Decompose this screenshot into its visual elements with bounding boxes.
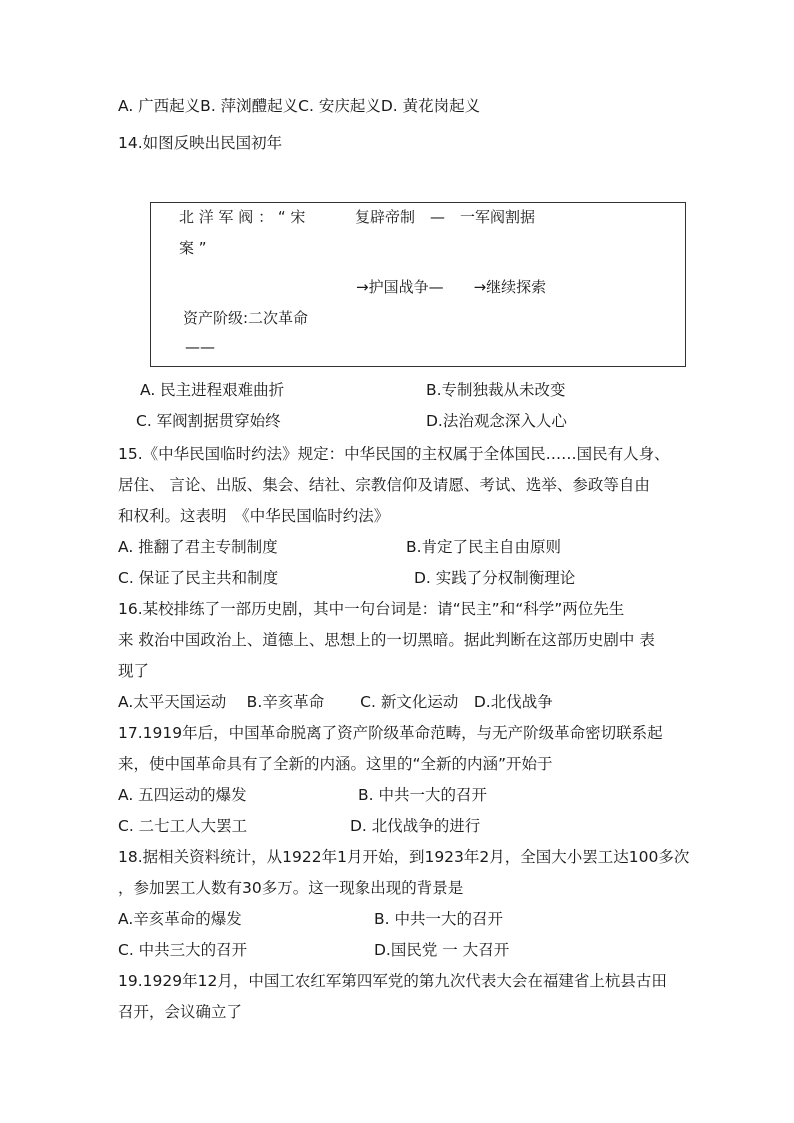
q15-line1: 15.《中华民国临时约法》规定：中华民国的主权属于全体国民……国民有人身、 xyxy=(118,445,670,463)
q15-line3: 和权利。这表明 《中华民国临时约法》 xyxy=(118,507,390,525)
q17-option-a: A. 五四运动的爆发 xyxy=(118,786,247,804)
q18-option-a: A.辛亥革命的爆发 xyxy=(118,910,242,928)
q14-box-line4: 资产阶级:二次革命 xyxy=(183,309,309,327)
q14-box-line2: 案 ” xyxy=(179,239,207,257)
q14-box-line5: —— xyxy=(185,338,215,356)
q15-option-a: A. 推翻了君主专制制度 xyxy=(118,538,278,556)
q17-option-d: D. 北伐战争的进行 xyxy=(350,817,481,835)
q16-line3: 现了 xyxy=(118,662,150,680)
q14-option-d: D.法治观念深入人心 xyxy=(426,412,567,430)
q14-box-line1b: 复辟帝制 — 一军阀割据 xyxy=(355,208,536,226)
q18-option-c: C. 中共三大的召开 xyxy=(118,941,248,959)
q18-option-d: D.国民党 一 大召开 xyxy=(374,941,510,959)
q15-option-d: D. 实践了分权制衡理论 xyxy=(414,569,576,587)
q19-line1: 19.1929年12月，中国工农红军第四军党的第九次代表大会在福建省上杭县古田 xyxy=(118,972,667,990)
q17-option-c: C. 二七工人大罢工 xyxy=(118,817,248,835)
q17-line2: 来，使中国革命具有了全新的内涵。这里的“全新的内涵”开始于 xyxy=(118,755,553,773)
q17-line1: 17.1919年后，中国革命脱离了资产阶级革命范畴，与无产阶级革命密切联系起 xyxy=(118,724,663,742)
q16-options: A.太平天国运动 B.辛亥革命 C. 新文化运动 D.北伐战争 xyxy=(118,693,553,711)
q18-line2: ，参加罢工人数有30多万。这一现象出现的背景是 xyxy=(118,879,464,897)
q14-stem: 14.如图反映出民国初年 xyxy=(118,134,283,152)
q15-option-c: C. 保证了民主共和制度 xyxy=(118,569,279,587)
q18-option-b: B. 中共一大的召开 xyxy=(374,910,503,928)
q15-option-b: B.肯定了民主自由原则 xyxy=(406,538,562,556)
q16-line2: 来 救治中国政治上、道德上、思想上的一切黑暗。据此判断在这部历史剧中 表 xyxy=(118,631,655,649)
q14-box-line1: 北 洋 军 阀 ： “ 宋 xyxy=(179,208,306,226)
q13-options: A. 广西起义B. 萍浏醴起义C. 安庆起义D. 黄花岗起义 xyxy=(118,97,481,115)
q14-option-a: A. 民主进程艰难曲折 xyxy=(140,381,285,399)
q14-box-line3: →护国战争— →继续探索 xyxy=(356,278,547,296)
q16-line1: 16.某校排练了一部历史剧，其中一句台词是：请“民主”和“科学”两位先生 xyxy=(118,600,625,618)
q18-line1: 18.据相关资料统计，从1922年1月开始，到1923年2月，全国大小罢工达100多次 xyxy=(118,848,690,866)
q14-option-b: B.专制独裁从未改变 xyxy=(426,381,566,399)
q17-option-b: B. 中共一大的召开 xyxy=(358,786,487,804)
q14-diagram-box xyxy=(150,202,686,367)
q19-line2: 召开，会议确立了 xyxy=(118,1003,243,1021)
q15-line2: 居住、 言论、出版、集会、结社、宗教信仰及请愿、考试、选举、参政等自由 xyxy=(118,476,650,494)
q14-option-c: C. 军阀割据贯穿始终 xyxy=(136,412,281,430)
